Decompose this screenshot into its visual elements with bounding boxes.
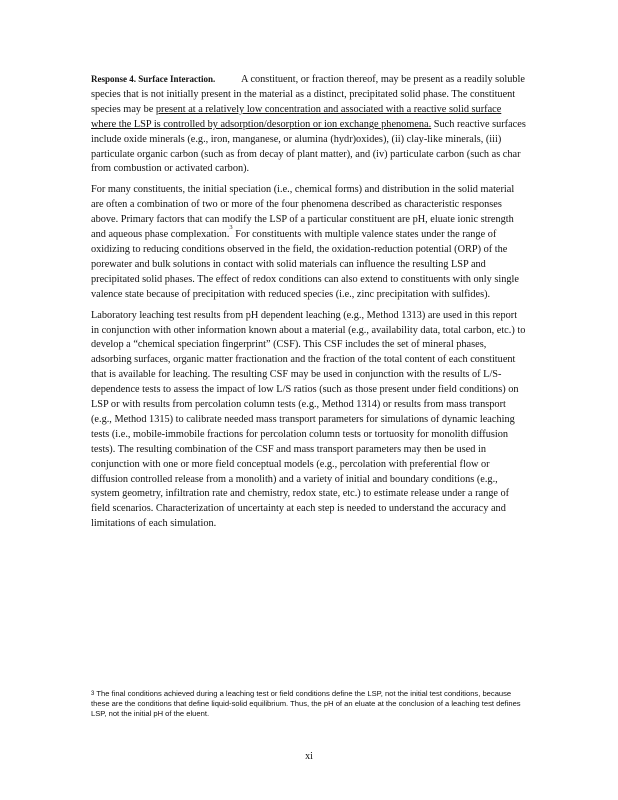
footnote-number: 3: [91, 691, 95, 697]
paragraph-laboratory-leaching: [91, 309, 527, 533]
footnote: [91, 689, 527, 720]
paragraph-text: Laboratory leaching test results from pH dependent leaching (e.g., Method 1313) are used in this report in conjunction with other information known about a material (e.g., availability data, total carbon, etc.) to develop a “chemical speciation fingerprint” (CSF). This CSF includes the set of mineral phases, adsorbing surfaces, organic matter fractionation and the fraction of the total content of each constituent that is available for leaching. The resulting CSF may be used in conjunction with the results of L/S‐dependence tests to assess the impact of low L/S ratios (such as those present under field conditions) on LSP or with results from percolation column tests (e.g., Method 1314) or results from mass transport (e.g., Method 1315) to calibrate needed mass transport parameters for simulations of dynamic leaching tests (i.e., mobile‐immobile fractions for percolation column tests or tortuosity for monolith diffusion tests). The resulting combination of the CSF and mass transport parameters may then be used in conjunction with one or more field conceptual models (e.g., percolation with preferential flow or diffusion controlled release from a monolith) and a variety of initial and boundary conditions (e.g., system geometry, infiltration rate and chemistry, redox state, etc.) to estimate release under a range of field scenarios. Characterization of uncertainty at each step is needed to understand the accuracy and limitations of each simulation.: [91, 309, 526, 530]
response-heading: Response 4. Surface Interaction.: [91, 74, 216, 84]
paragraph-text: For constituents with multiple valence states under the range of oxidizing to reducing conditions observed in the field, the oxidation‐reduction potential (ORP) of the porewater and bulk solutions in contact with solid materials can influence the resulting LSP and precipitated solid phases. The effect of redox conditions can also extend to constituents with only single valence state because of precipitation with reduced species (i.e., zinc precipitation with sulfides).: [91, 229, 519, 300]
paragraph-text: Such reactive surfaces include oxide minerals (e.g., iron, manganese, or alumina (hydr)oxides), (ii) clay‐like minerals, (iii) particulate organic carbon (such as from decay of plant matter), and (iv) particulate carbon (such as char from combustion or activated carbon).: [91, 118, 526, 175]
paragraph-speciation: [91, 183, 527, 302]
footnote-reference[interactable]: 3: [229, 224, 233, 232]
page-number: xi: [305, 751, 313, 762]
paragraph-surface-interaction: [91, 72, 527, 177]
underlined-text: present at a relatively low concentration and associated with a reactive solid surface where the LSP is controlled by adsorption/desorption or ion exchange phenomena.: [91, 103, 502, 130]
paragraph-text: A constituent, or fraction thereof, may be present as a readily soluble species that is not initially present in the material as a distinct, precipitated solid phase. The constituent species may be: [91, 74, 525, 115]
footnote-text: The final conditions achieved during a leaching test or field conditions define the LSP, not the initial test conditions, because these are the conditions that define liquid‐solid equilibrium. Thus, the pH of an eluate at the conclusion of a leaching test defines LSP, not the initial pH of the eluent.: [91, 689, 521, 719]
body-text: [91, 72, 527, 538]
paragraph-text: For many constituents, the initial speciation (i.e., chemical forms) and distribution in the solid material are often a combination of two or more of the four phenomena described as characteristic responses above. Primary factors that can modify the LSP of a particular constituent are pH, eluate ionic strength and aqueous phase complexation.: [91, 184, 515, 241]
